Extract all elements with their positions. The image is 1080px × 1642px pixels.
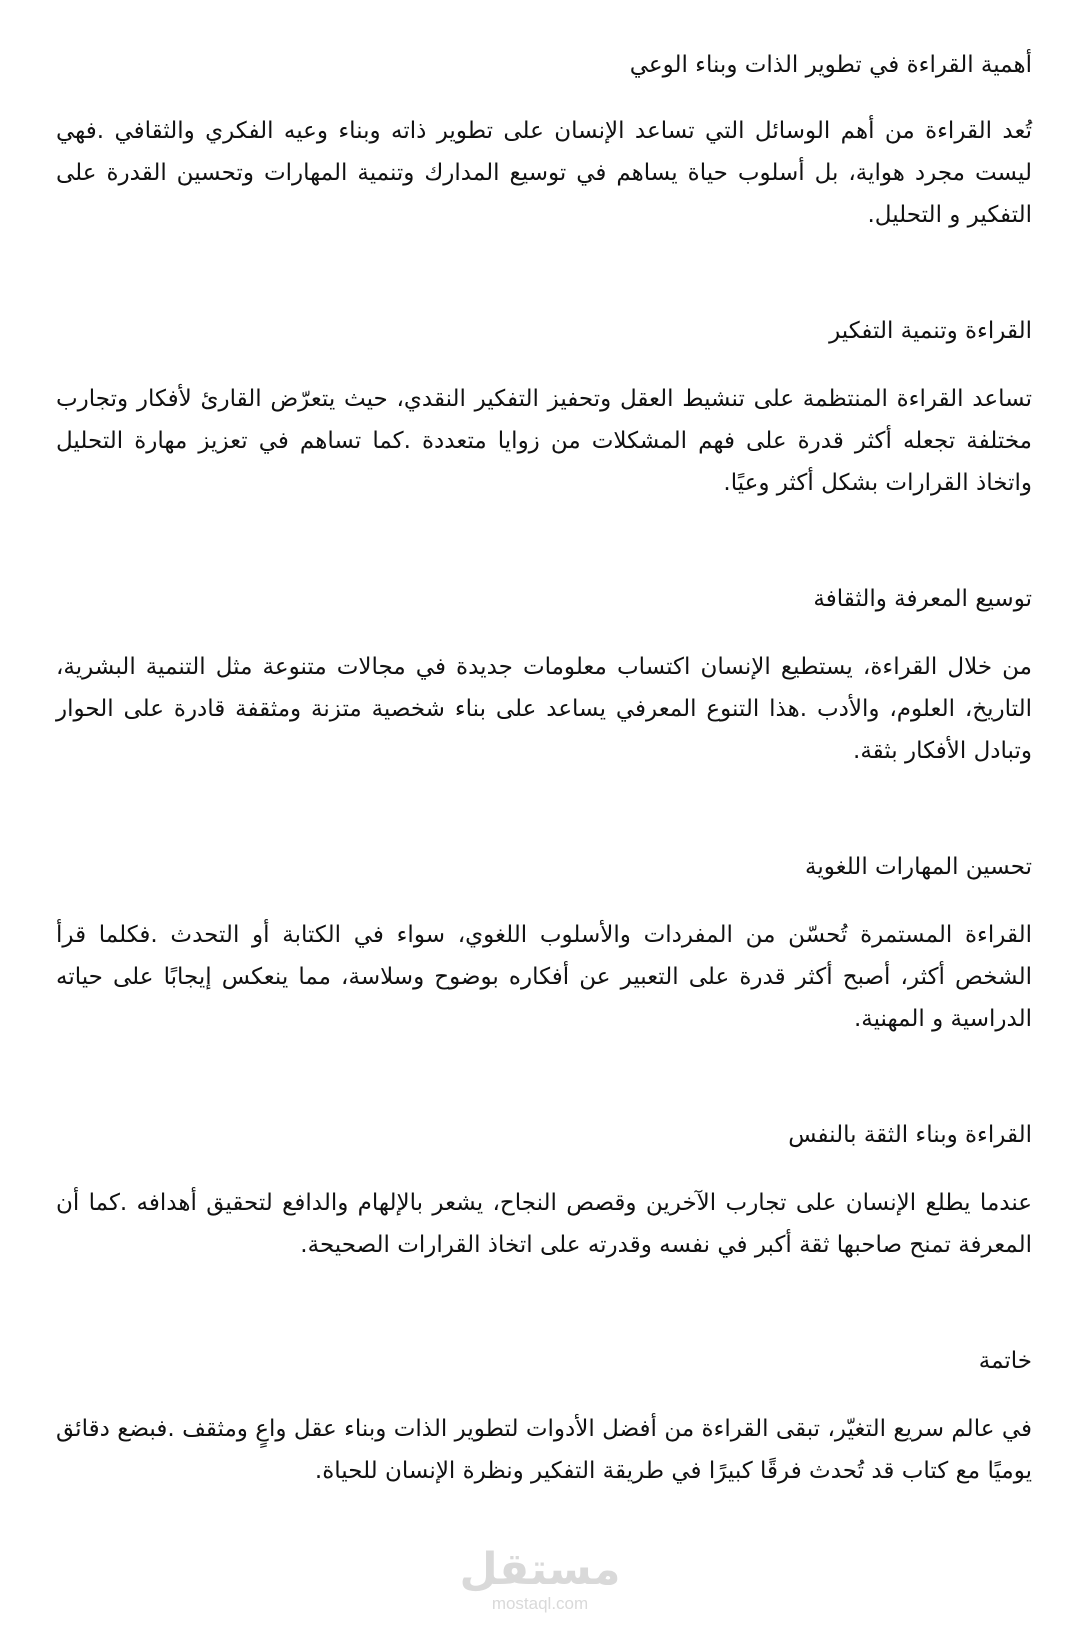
section-paragraph: من خلال القراءة، يستطيع الإنسان اكتساب معلومات جديدة في مجالات متنوعة مثل التنمية البشرية، التاريخ، العلوم، والأدب .هذا التنوع المعرفي يساعد على بناء شخصية متزنة ومثقفة قادرة على الحوار وتبادل الأفكار بثقة. [56, 654, 1032, 764]
section-language [56, 850, 1032, 1040]
section-paragraph: عندما يطلع الإنسان على تجارب الآخرين وقصص النجاح، يشعر بالإلهام والدافع لتحقيق أهدافه .كما أن المعرفة تمنح صاحبها ثقة أكبر في نفسه وقدرته على اتخاذ القرارات الصحيحة. [56, 1190, 1032, 1258]
section-heading: القراءة وبناء الثقة بالنفس [788, 1122, 1032, 1148]
section-paragraph: تساعد القراءة المنتظمة على تنشيط العقل وتحفيز التفكير النقدي، حيث يتعرّض القارئ لأفكار وتجارب مختلفة تجعله أكثر قدرة على فهم المشكلات من زوايا متعددة .كما تساهم في تعزيز مهارة التحليل واتخاذ القرارات بشكل أكثر وعيًا. [56, 386, 1032, 496]
watermark-logo: مستقل [459, 1544, 621, 1595]
section-conclusion [56, 1344, 1032, 1492]
intro-paragraph: تُعد القراءة من أهم الوسائل التي تساعد الإنسان على تطوير ذاته وبناء وعيه الفكري والثقافي .فهي ليست مجرد هواية، بل أسلوب حياة يساهم في توسيع المدارك وتنمية المهارات وتحسين القدرة على التفكير و التحليل. [56, 118, 1032, 228]
article [56, 48, 1032, 1492]
section-heading: خاتمة [978, 1348, 1032, 1374]
section-heading: توسيع المعرفة والثقافة [813, 586, 1032, 612]
section-heading: القراءة وتنمية التفكير [829, 318, 1032, 344]
section-thinking [56, 314, 1032, 504]
section-heading: تحسين المهارات اللغوية [804, 854, 1032, 880]
section-knowledge [56, 582, 1032, 772]
section-confidence [56, 1118, 1032, 1266]
section-paragraph: القراءة المستمرة تُحسّن من المفردات والأسلوب اللغوي، سواء في الكتابة أو التحدث .فكلما قرأ الشخص أكثر، أصبح أكثر قدرة على التعبير عن أفكاره بوضوح وسلاسة، مما ينعكس إيجابًا على حياته الدراسية و المهنية. [56, 922, 1032, 1032]
article-title: أهمية القراءة في تطوير الذات وبناء الوعي [629, 52, 1032, 78]
watermark-url: mostaql.com [491, 1594, 589, 1613]
mostaql-watermark [0, 1544, 1080, 1614]
section-paragraph: في عالم سريع التغيّر، تبقى القراءة من أفضل الأدوات لتطوير الذات وبناء عقل واعٍ ومثقف .فبضع دقائق يوميًا مع كتاب قد تُحدث فرقًا كبيرًا في طريقة التفكير ونظرة الإنسان للحياة. [56, 1416, 1032, 1484]
